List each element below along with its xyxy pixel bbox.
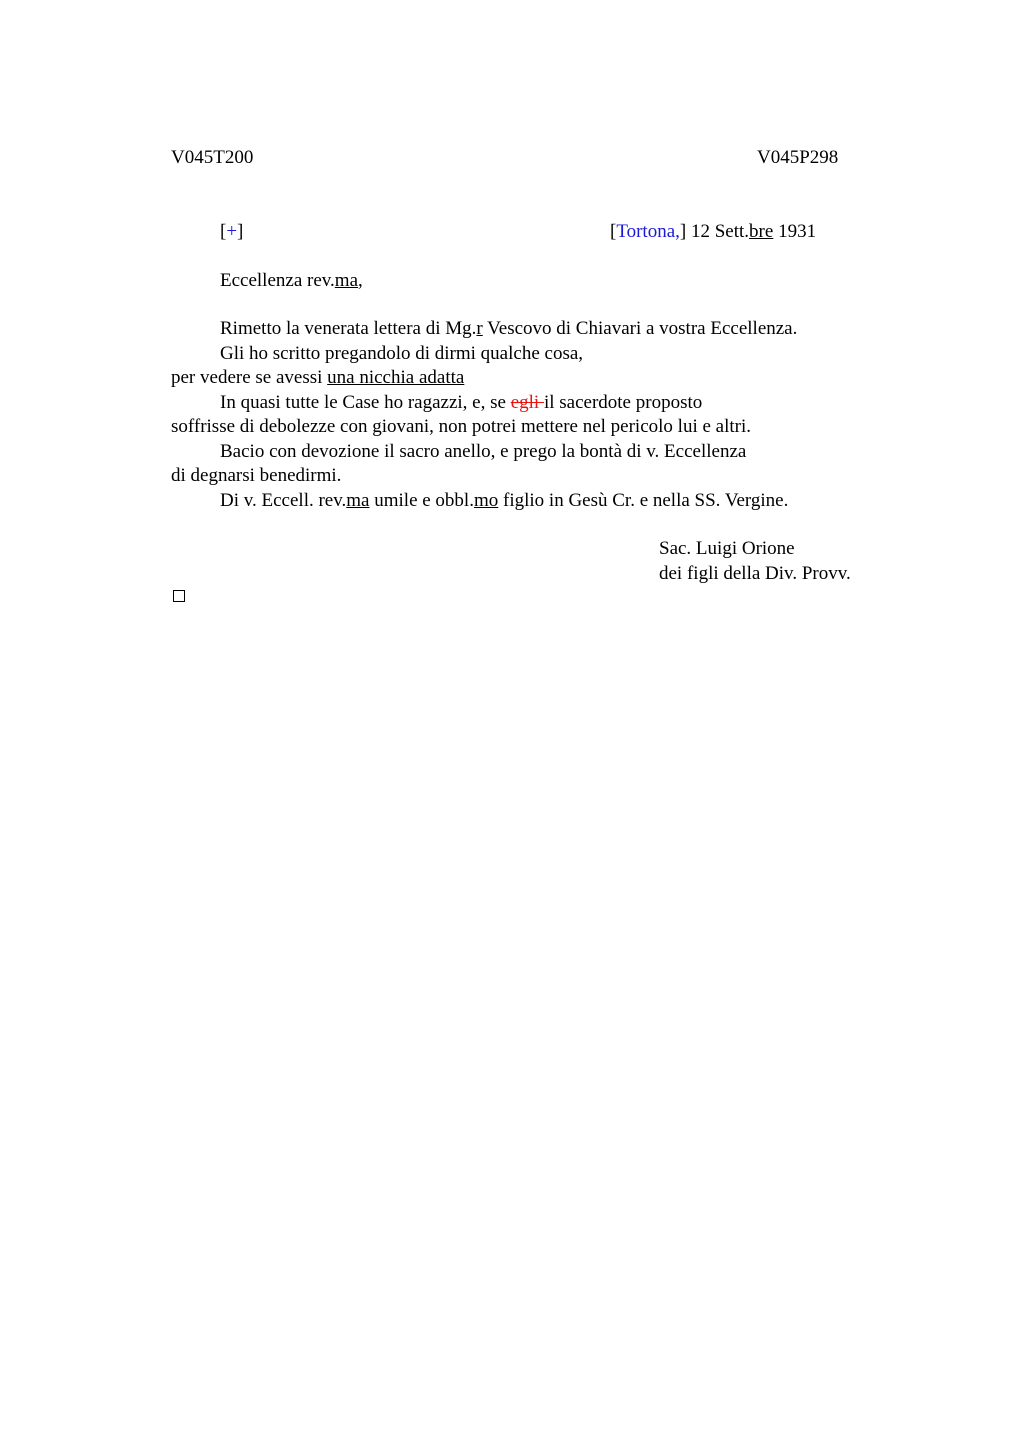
body-line-5: soffrisse di debolezze con giovani, non potrei mettere nel pericolo lui e altri. [171,416,752,437]
cross-mark: [+] [220,221,244,242]
body-line-7: di degnarsi benedirmi. [171,465,342,486]
underlined-phrase: una nicchia adatta [327,367,465,388]
document-code-right: V045P298 [757,147,839,168]
body-line-4: In quasi tutte le Case ho ragazzi, e, se egli il sacerdote proposto [220,392,703,413]
deleted-word: egli [510,392,544,413]
date-text: 12 Sett. [686,221,750,242]
date-abbrev: bre [749,221,774,242]
end-square-icon [173,590,185,602]
signature-congregation: dei figli della Div. Provv. [659,563,851,584]
dateline: [Tortona,] 12 Sett.bre 1931 [610,221,817,242]
body-line-3: per vedere se avessi una nicchia adatta [171,367,465,388]
salutation: Eccellenza rev.ma, [220,270,363,291]
signature-name: Sac. Luigi Orione [659,538,795,559]
body-line-6: Bacio con devozione il sacro anello, e prego la bontà di v. Eccellenza [220,441,747,462]
document-code-left: V045T200 [171,147,254,168]
body-line-1: Rimetto la venerata lettera di Mg.r Vescovo di Chiavari a vostra Eccellenza. [220,318,798,339]
cross-symbol: + [226,221,238,242]
body-line-8: Di v. Eccell. rev.ma umile e obbl.mo figlio in Gesù Cr. e nella SS. Vergine. [220,490,789,511]
body-line-2: Gli ho scritto pregandolo di dirmi qualche cosa, [220,343,584,364]
place-name: Tortona, [616,221,680,242]
